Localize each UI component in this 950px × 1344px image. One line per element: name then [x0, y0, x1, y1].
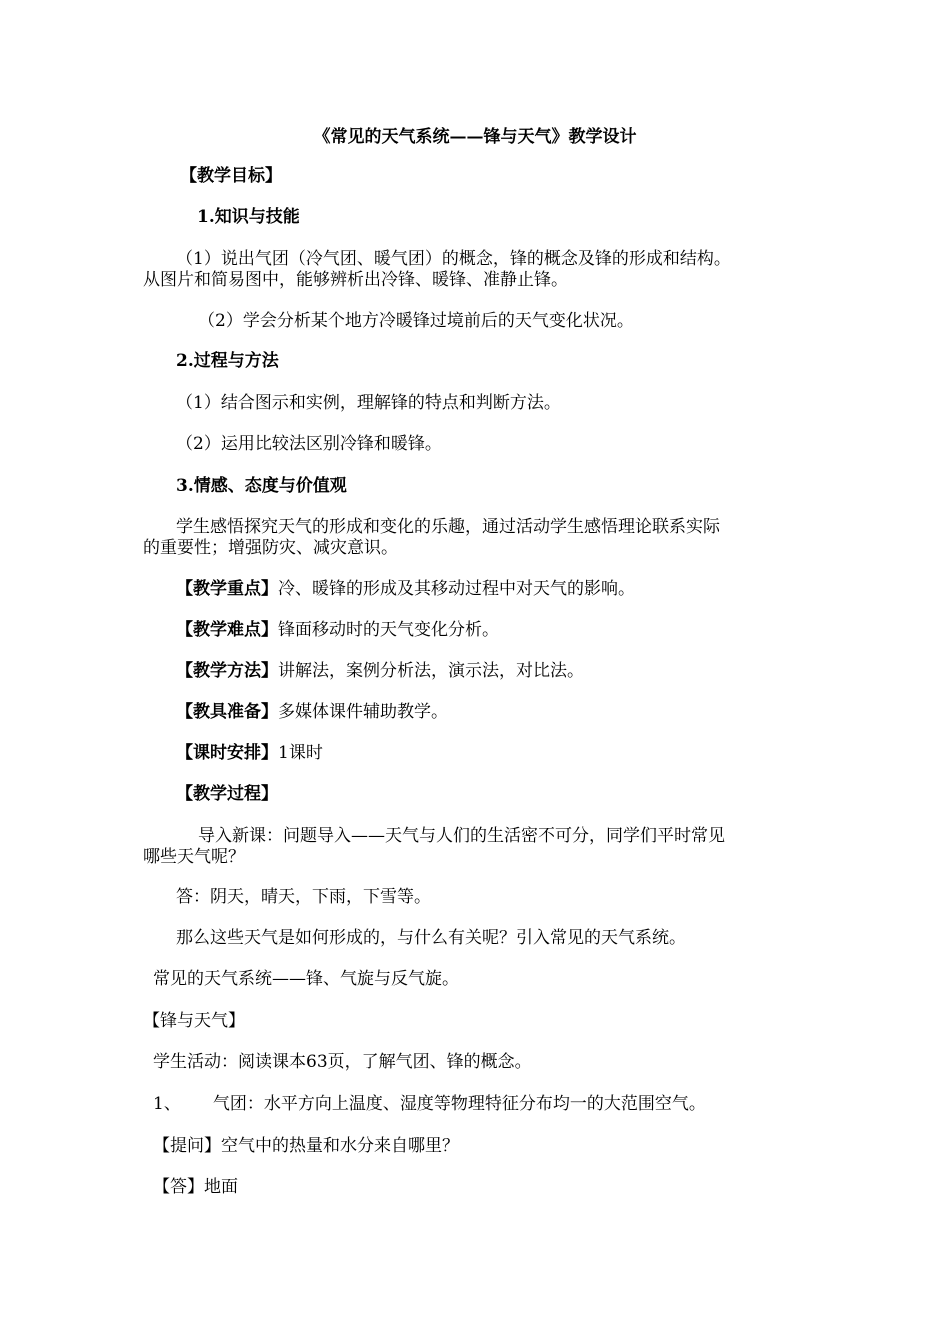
difficulty-text: 锋面移动时的天气变化分析。 — [278, 620, 499, 640]
student-activity: 学生活动：阅读课本63页，了解气团、锋的概念。 — [153, 1052, 532, 1072]
knowledge-point-1-line-1: （1）说出气团（冷气团、暖气团）的概念，锋的概念及锋的形成和结构。 — [176, 249, 731, 269]
method-label: 【教学方法】 — [176, 661, 278, 681]
goals-heading: 【教学目标】 — [180, 166, 282, 186]
time-row — [176, 743, 323, 763]
attitude-text-line-1: 学生感悟探究天气的形成和变化的乐趣，通过活动学生感悟理论联系实际 — [176, 517, 720, 537]
intro-line-2: 哪些天气呢？ — [143, 847, 245, 867]
tools-row — [176, 702, 448, 722]
answer-value: 地面 — [204, 1177, 238, 1197]
key-point-row — [176, 579, 635, 599]
intro-line-1: 导入新课：问题导入——天气与人们的生活密不可分，同学们平时常见 — [198, 826, 725, 846]
question-text: 空气中的热量和水分来自哪里？ — [221, 1136, 459, 1156]
difficulty-label: 【教学难点】 — [176, 620, 278, 640]
item-number: 1、 — [153, 1094, 181, 1114]
numbered-item-1 — [153, 1094, 706, 1114]
key-point-label: 【教学重点】 — [176, 579, 278, 599]
time-label: 【课时安排】 — [176, 743, 278, 763]
answer-row — [153, 1177, 238, 1197]
follow-up-question: 那么这些天气是如何形成的，与什么有关呢？引入常见的天气系统。 — [176, 928, 686, 948]
difficulty-row — [176, 620, 499, 640]
weather-systems-text: 常见的天气系统——锋、气旋与反气旋。 — [153, 969, 459, 989]
process-point-1: （1）结合图示和实例，理解锋的特点和判断方法。 — [176, 393, 561, 413]
attitude-text-line-2: 的重要性；增强防灾、减灾意识。 — [143, 538, 398, 558]
time-text: 1课时 — [278, 743, 323, 763]
section-heading: 【锋与天气】 — [143, 1011, 245, 1031]
answer-label: 【答】 — [153, 1177, 204, 1197]
process-heading: 【教学过程】 — [176, 784, 278, 804]
process-point-2: （2）运用比较法区别冷锋和暖锋。 — [176, 434, 442, 454]
tools-text: 多媒体课件辅助教学。 — [278, 702, 448, 722]
knowledge-point-1-line-2: 从图片和简易图中，能够辨析出冷锋、暖锋、准静止锋。 — [143, 270, 568, 290]
key-point-text: 冷、暖锋的形成及其移动过程中对天气的影响。 — [278, 579, 635, 599]
question-label: 【提问】 — [153, 1136, 221, 1156]
item-text: 气团：水平方向上温度、湿度等物理特征分布均一的大范围空气。 — [212, 1094, 706, 1114]
method-text: 讲解法，案例分析法，演示法，对比法。 — [278, 661, 584, 681]
tools-label: 【教具准备】 — [176, 702, 278, 722]
answer-text: 答：阴天，晴天，下雨，下雪等。 — [176, 887, 431, 907]
knowledge-heading: 1.知识与技能 — [197, 207, 300, 227]
knowledge-point-2: （2）学会分析某个地方冷暖锋过境前后的天气变化状况。 — [198, 311, 634, 331]
attitude-heading: 3.情感、态度与价值观 — [176, 476, 347, 496]
method-row — [176, 661, 584, 681]
process-method-heading: 2.过程与方法 — [176, 351, 279, 371]
page-title: 《常见的天气系统——锋与天气》教学设计 — [313, 127, 637, 147]
question-row — [153, 1136, 459, 1156]
